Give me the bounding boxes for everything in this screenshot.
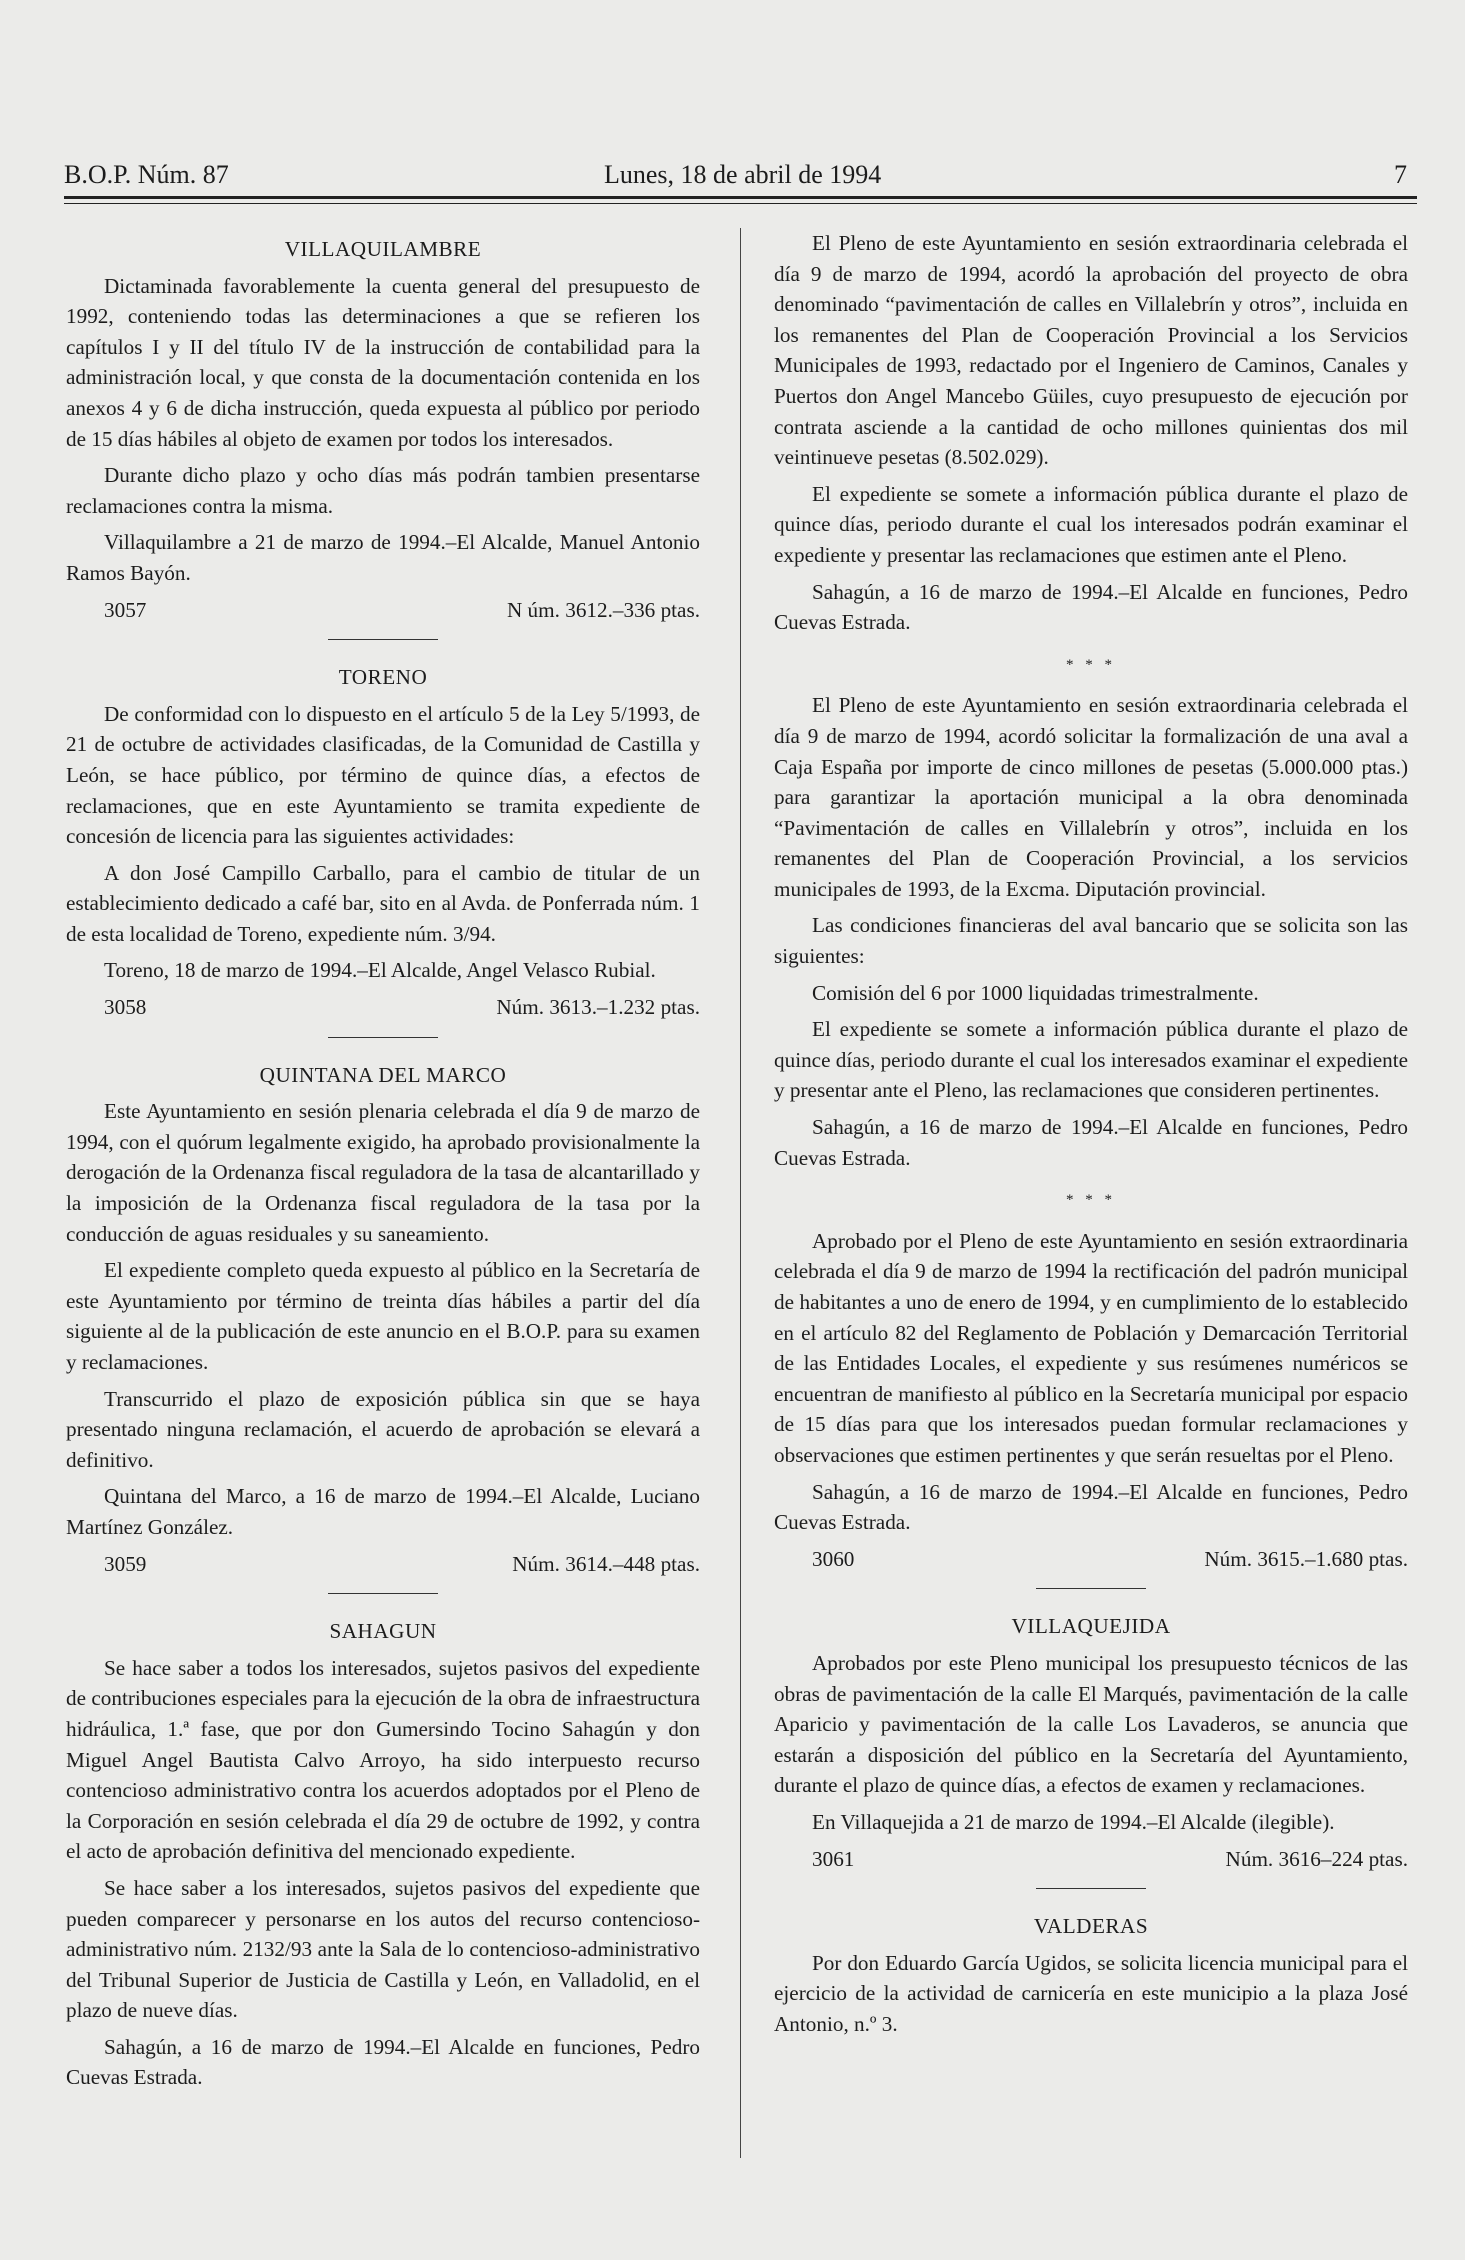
header-rule-thick [64, 196, 1417, 199]
signature: Villaquilambre a 21 de marzo de 1994.–El Alcalde, Manuel Antonio Ramos Bayón. [66, 530, 700, 585]
asterisk-separator: * * * [1066, 656, 1116, 673]
header-rule-thin [64, 203, 1417, 204]
paragraph: El expediente se somete a información pública durante el plazo de quince días, periodo durante el cual los interesados podrán examinar el expediente y presentar las reclamaciones que estimen ante el Pleno. [774, 481, 1408, 567]
asterisk-separator: * * * [1066, 1192, 1116, 1209]
paragraph: El Pleno de este Ayuntamiento en sesión extraordinaria celebrada el día 9 de marzo de 1994, acordó la aprobación del proyecto de obra denominado “pavimentación de calles en Villalebrín y otros”, incluida en los remanentes del Plan de Cooperación Provincial a los Servicios Municipales de 1993, redactado por el Ingeniero de Caminos, Canales y Puertos don Angel Mancebo Güiles, cuyo presupuesto de ejecución por contrata asciende a la cantidad de ocho millones quinientas dos mil veintinueve pesetas (8.502.029). [774, 231, 1408, 470]
section-title: QUINTANA DEL MARCO [259, 1062, 507, 1087]
reference-line [774, 1844, 1408, 1875]
reference-fee: Núm. 3614.–448 ptas. [512, 1551, 700, 1576]
notice-sahagun [66, 1616, 700, 2093]
separator [1036, 1588, 1146, 1589]
section-title: SAHAGUN [329, 1619, 437, 1644]
reference-number: 3058 [104, 995, 147, 1020]
signature: Toreno, 18 de marzo de 1994.–El Alcalde, Angel Velasco Rubial. [104, 958, 656, 983]
signature: Sahagún, a 16 de marzo de 1994.–El Alcalde en funciones, Pedro Cuevas Estrada. [774, 1479, 1408, 1535]
paragraph: Dictaminada favorablemente la cuenta general del presupuesto de 1992, conteniendo todas las determinaciones a que se refieren los capítulos I y II del título IV de la instrucción de contabilidad para la administración local, y que consta de la documentación contenida en los anexos 4 y 6 de dicha instrucción, queda expuesta al público por periodo de 15 días hábiles al objeto de examen por todos los interesados. [66, 273, 700, 451]
separator [328, 1593, 438, 1594]
reference-number: 3060 [812, 1546, 855, 1571]
separator [1036, 1888, 1146, 1889]
notice-quintana-del-marco [66, 1060, 700, 1580]
column-divider [740, 228, 741, 2158]
section-title: TORENO [338, 665, 428, 690]
signature: Sahagún, a 16 de marzo de 1994.–El Alcalde en funciones, Pedro Cuevas Estrada. [66, 2034, 700, 2090]
reference-number: 3059 [104, 1551, 147, 1576]
paragraph: Las condiciones financieras del aval bancario que se solicita son las siguientes: [774, 913, 1408, 969]
page-header [64, 152, 1417, 198]
reference-line [774, 1544, 1408, 1575]
paragraph: Durante dicho plazo y ocho días más podrán tambien presentarse reclamaciones contra la misma. [66, 463, 700, 518]
paragraph: A don José Campillo Carballo, para el cambio de titular de un establecimiento dedicado a café bar, sito en al Avda. de Ponferrada núm. 1 de esta localidad de Toreno, expediente núm. 3/94. [66, 860, 700, 946]
left-column [66, 228, 700, 2099]
reference-fee: Núm. 3615.–1.680 ptas. [1204, 1546, 1408, 1571]
notice-villaquilambre [66, 234, 700, 625]
signature: En Villaquejida a 21 de marzo de 1994.–El Alcalde (ilegible). [812, 1809, 1335, 1834]
reference-line [66, 595, 700, 626]
issue-date: Lunes, 18 de abril de 1994 [604, 160, 882, 189]
reference-number: 3061 [812, 1846, 855, 1871]
reference-fee: Núm. 3613.–1.232 ptas. [496, 995, 700, 1020]
reference-line [66, 1549, 700, 1580]
reference-number: 3057 [104, 597, 147, 622]
reference-fee: N úm. 3612.–336 ptas. [506, 597, 700, 622]
signature: Sahagún, a 16 de marzo de 1994.–El Alcalde en funciones, Pedro Cuevas Estrada. [774, 1115, 1408, 1170]
paragraph: Transcurrido el plazo de exposición pública sin que se haya presentado ninguna reclamación, el acuerdo de aprobación se elevará a definitivo. [66, 1386, 700, 1472]
signature: Sahagún, a 16 de marzo de 1994.–El Alcalde en funciones, Pedro Cuevas Estrada. [774, 579, 1408, 635]
paragraph: Aprobado por el Pleno de este Ayuntamiento en sesión extraordinaria celebrada el día 9 de marzo de 1994 la rectificación del padrón municipal de habitantes a uno de enero de 1994, y en cumplimiento de lo establecido en el artículo 82 del Reglamento de Población y Demarcación Territorial de las Entidades Locales, el expediente y sus resúmenes numéricos se encuentran de manifiesto al público en la Secretaría municipal por espacio de 15 días para que los interesados puedan formular reclamaciones y observaciones que estimen pertinentes y que serán resueltas por el Pleno. [774, 1228, 1408, 1467]
paragraph: Comisión del 6 por 1000 liquidadas trimestralmente. [812, 980, 1259, 1005]
paragraph: Se hace saber a los interesados, sujetos pasivos del expediente que pueden comparecer y personarse en los autos del recurso contencioso-administrativo núm. 2132/93 ante la Sala de lo contencioso-administrativo del Tribunal Superior de Justicia de Castilla y León, en Valladolid, en el plazo de nueve días. [66, 1875, 700, 2023]
page-number: 7 [1394, 160, 1407, 189]
reference-line [66, 992, 700, 1023]
paragraph: Aprobados por este Pleno municipal los presupuesto técnicos de las obras de pavimentación de la calle El Marqués, pavimentación de la calle Aparicio y pavimentación de la calle Los Lavaderos, se anuncia que estarán a disposición del público en la Secretaría del Ayuntamiento, durante el plazo de quince días, a efectos de examen y reclamaciones. [774, 1650, 1408, 1798]
paragraph: Se hace saber a todos los interesados, sujetos pasivos del expediente de contribuciones especiales para la ejecución de la obra de infraestructura hidráulica, 1.ª fase, que por don Gumersindo Tocino Sahagún y don Miguel Angel Bautista Calvo Arroyo, ha sido interpuesto recurso contencioso administrativo contra los acuerdos adoptados por el Pleno de la Corporación en sesión celebrada el día 29 de octubre de 1992, y contra el acto de aprobación definitiva del mencionado expediente. [66, 1655, 700, 1864]
signature: Quintana del Marco, a 16 de marzo de 1994.–El Alcalde, Luciano Martínez González. [66, 1484, 700, 1539]
separator [328, 1037, 438, 1038]
separator [328, 639, 438, 640]
paragraph: Por don Eduardo García Ugidos, se solicita licencia municipal para el ejercicio de la actividad de carnicería en este municipio a la plaza José Antonio, n.º 3. [774, 1950, 1408, 2036]
right-column [774, 228, 1408, 2045]
section-title: VALDERAS [1033, 1914, 1149, 1939]
paragraph: El Pleno de este Ayuntamiento en sesión extraordinaria celebrada el día 9 de marzo de 1994, acordó solicitar la formalización de una aval a Caja España por importe de cinco millones de pesetas (5.000.000 ptas.) para garantizar la aportación municipal a la obra denominada “Pavimentación de calles en Villalebrín y otros”, incluida en los remanentes del Plan de Cooperación Provincial, a los servicios municipales de 1993, de la Excma. Diputación provincial. [774, 693, 1408, 901]
section-title: VILLAQUEJIDA [1011, 1614, 1171, 1639]
notice-sahagun-continued [774, 228, 1408, 1574]
paragraph: El expediente completo queda expuesto al público en la Secretaría de este Ayuntamiento por término de treinta días hábiles a partir del día siguiente al de la publicación de este anuncio en el B.O.P. para su examen y reclamaciones. [66, 1258, 700, 1374]
bulletin-number: B.O.P. Núm. 87 [64, 160, 229, 189]
notice-toreno [66, 662, 700, 1023]
notice-valderas [774, 1911, 1408, 2039]
reference-fee: Núm. 3616–224 ptas. [1225, 1846, 1408, 1871]
paragraph: De conformidad con lo dispuesto en el artículo 5 de la Ley 5/1993, de 21 de octubre de actividades clasificadas, de la Comunidad de Castilla y León, se hace público, por término de quince días, a efectos de reclamaciones, que en este Ayuntamiento se tramita expediente de concesión de licencia para las siguientes actividades: [66, 701, 700, 849]
section-title: VILLAQUILAMBRE [284, 237, 482, 261]
paragraph: Este Ayuntamiento en sesión plenaria celebrada el día 9 de marzo de 1994, con el quórum legalmente exigido, ha aprobado provisionalmente la derogación de la Ordenanza fiscal reguladora de la tasa de alcantarillado y la imposición de la Ordenanza fiscal reguladora de la tasa por la conducción de aguas residuales y su saneamiento. [66, 1099, 700, 1246]
paragraph: El expediente se somete a información pública durante el plazo de quince días, periodo durante el cual los interesados examinar el expediente y presentar ante el Pleno, las reclamaciones que consideren pertinentes. [774, 1017, 1408, 1103]
notice-villaquejida [774, 1611, 1408, 1874]
